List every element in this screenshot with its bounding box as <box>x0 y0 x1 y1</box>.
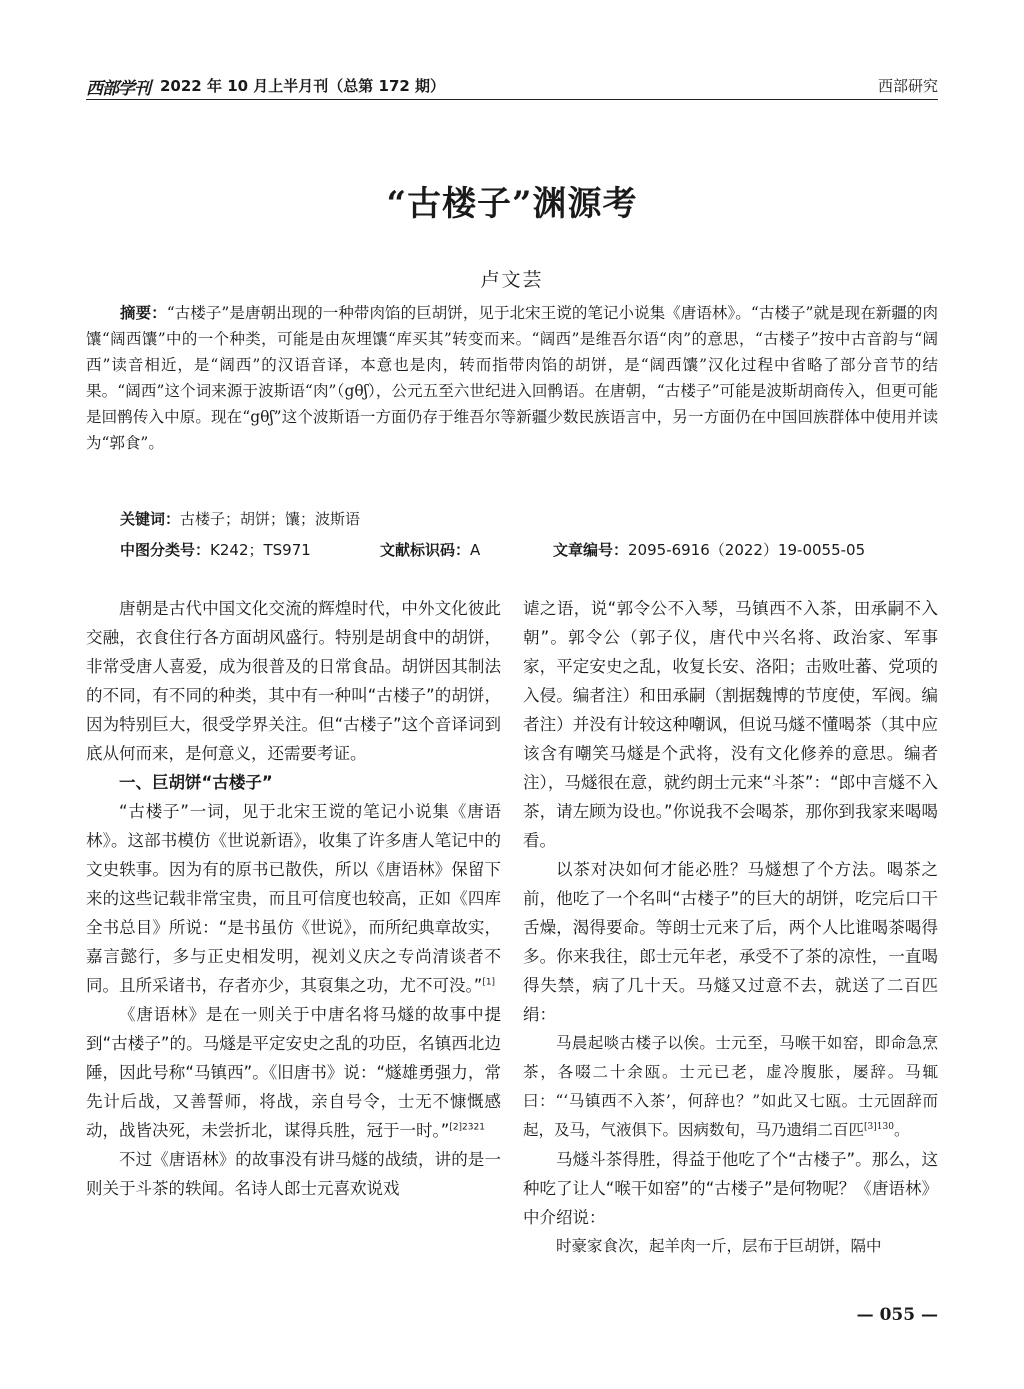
section-heading: 一、巨胡饼“古楼子” <box>119 773 273 792</box>
citation: [1] <box>482 977 496 988</box>
document-code-label: 文献标识码： <box>380 541 471 559</box>
body-paragraph <box>86 1000 501 1145</box>
document-code <box>380 539 480 560</box>
body-column-left <box>86 594 501 1203</box>
body-paragraph: 不过《唐语林》的故事没有讲马燧的战绩，讲的是一则关于斗茶的轶闻。名诗人郎士元喜欢说戏 <box>86 1150 501 1198</box>
paragraph-text: 《唐语林》是在一则关于中唐名将马燧的故事中提到“古楼子”的。马燧是平定安史之乱的功臣，名镇西北边陲，因此号称“马镇西”。《旧唐书》说：“燧雄勇强力，常先计后战，又善誓师，将战，亲自号令，士无不慷慨感动，战皆决死，未尝折北，谋得兵胜，冠于一时。” <box>86 1005 501 1140</box>
abstract-text: “古楼子”是唐朝出现的一种带肉馅的巨胡饼，见于北宋王谠的笔记小说集《唐语林》。“古楼子”就是现在新疆的肉馕“阔西馕”中的一个种类，可能是由灰埋馕“库买其”转变而来。“阔西”是维吾尔语“肉”的意思，“古楼子”按中古音韵与“阔西”读音相近，是“阔西”的汉语音译，本意也是肉，转而指带肉馅的胡饼，是“阔西馕”汉化过程中省略了部分音节的结果。“阔西”这个词来源于波斯语“肉”（gθʃ），公元五至六世纪进入回鹘语。在唐朝，“古楼子”可能是波斯胡商传入，但更可能是回鹘传入中原。现在“gθʃ”这个波斯语一方面仍存于维吾尔等新疆少数民族语言中，另一方面仍在中国回族群体中使用并读为“郭食”。 <box>86 304 938 452</box>
document-code-value: A <box>470 541 481 559</box>
article-number-value: 2095-6916（2022）19-0055-05 <box>628 541 866 559</box>
quote-text: 马晨起啖古楼子以俟。士元至，马喉干如窑，即命急烹茶，各啜二十余瓯。士元已老，虚冷腹胀，屡辞。马辄曰：“‘马镇西不入茶’，何辞也？”如此又七瓯。士元固辞而起，及马，气液俱下。因病数旬，马乃遗绢二百匹 <box>523 1034 938 1139</box>
keywords-text: 古楼子；胡饼；馕；波斯语 <box>180 510 361 528</box>
body-paragraph: 谑之语，说“郭令公不入琴，马镇西不入茶，田承嗣不入朝”。郭令公（郭子仪，唐代中兴名将、政治家、军事家，平定安史之乱，收复长安、洛阳；击败吐蕃、党项的入侵。编者注）和田承嗣（割据魏博的节度使，军阀。编者注）并没有计较这种嘲讽，但说马燧不懂喝茶（其中应该含有嘲笑马燧是个武将，没有文化修养的意思。编者注），马燧很在意，就约朗士元来“斗茶”：“郎中言燧不入茶，请左顾为设也。”你说我不会喝茶，那你到我家来喝喝看。 <box>523 599 938 850</box>
article-number-label: 文章编号： <box>553 541 629 559</box>
paragraph-text: “古楼子”一词，见于北宋王谠的笔记小说集《唐语林》。这部书模仿《世说新语》，收集了许多唐人笔记中的文史轶事。因为有的原书已散佚，所以《唐语林》保留下来的这些记载非常宝贵，而且可信度也较高，正如《四库全书总目》所说：“是书虽仿《世说》，而所纪典章故实，嘉言懿行，多与正史相发明，视刘义庆之专尚清谈者不同。且所采诸书，存者亦少，其裒集之功，尤不可没。” <box>86 802 501 995</box>
article-author: 卢文芸 <box>480 269 544 291</box>
article-title: “古楼子”渊源考 <box>386 184 638 224</box>
header-rule <box>86 99 938 100</box>
section-name: 西部研究 <box>877 77 938 95</box>
clc-number <box>120 539 311 560</box>
block-quote: 时豪家食次，起羊肉一斤，层布于巨胡饼，隔中 <box>556 1237 882 1255</box>
page-number: — 055 — <box>856 1305 938 1325</box>
abstract-label: 摘要： <box>120 304 167 322</box>
quote-end: 。 <box>893 1121 910 1139</box>
keywords-label: 关键词： <box>120 510 181 528</box>
body-paragraph: 以茶对决如何才能必胜？马燧想了个方法。喝茶之前，他吃了一个名叫“古楼子”的巨大的胡饼，吃完后口干舌燥，渴得要命。等朗士元来了后，两个人比谁喝茶喝得多。你来我往，郎士元年老，承受不了茶的凉性，一直喝得失禁，病了几十天。马燧又过意不去，就送了二百匹绢： <box>523 860 938 1024</box>
abstract <box>86 300 938 456</box>
body-paragraph: 唐朝是古代中国文化交流的辉煌时代，中外文化彼此交融，衣食住行各方面胡风盛行。特别是胡食中的胡饼，非常受唐人喜爱，成为很普及的日常食品。胡饼因其制法的不同，有不同的种类，其中有一种叫“古楼子”的胡饼，因为特别巨大，很受学界关注。但“古楼子”这个音译词到底从何而来，是何意义，还需要考证。 <box>86 599 501 763</box>
issue-info: 2022 年 10 月上半月刊（总第 172 期） <box>160 77 446 95</box>
running-header <box>86 70 938 100</box>
body-column-right <box>523 594 938 1261</box>
clc-value: K242；TS971 <box>210 541 311 559</box>
citation: [2]2321 <box>449 1122 485 1133</box>
body-paragraph: 马燧斗茶得胜，得益于他吃了个“古楼子”。那么，这种吃了让人“喉干如窑”的“古楼子”是何物呢？《唐语林》中介绍说： <box>523 1150 938 1227</box>
keywords <box>120 508 360 529</box>
journal-logo: 西部学刊 <box>86 79 150 99</box>
clc-label: 中图分类号： <box>120 541 211 559</box>
block-quote <box>523 1029 938 1145</box>
body-paragraph <box>86 797 501 1000</box>
citation: [3]130 <box>864 1121 894 1132</box>
article-number <box>553 539 865 560</box>
